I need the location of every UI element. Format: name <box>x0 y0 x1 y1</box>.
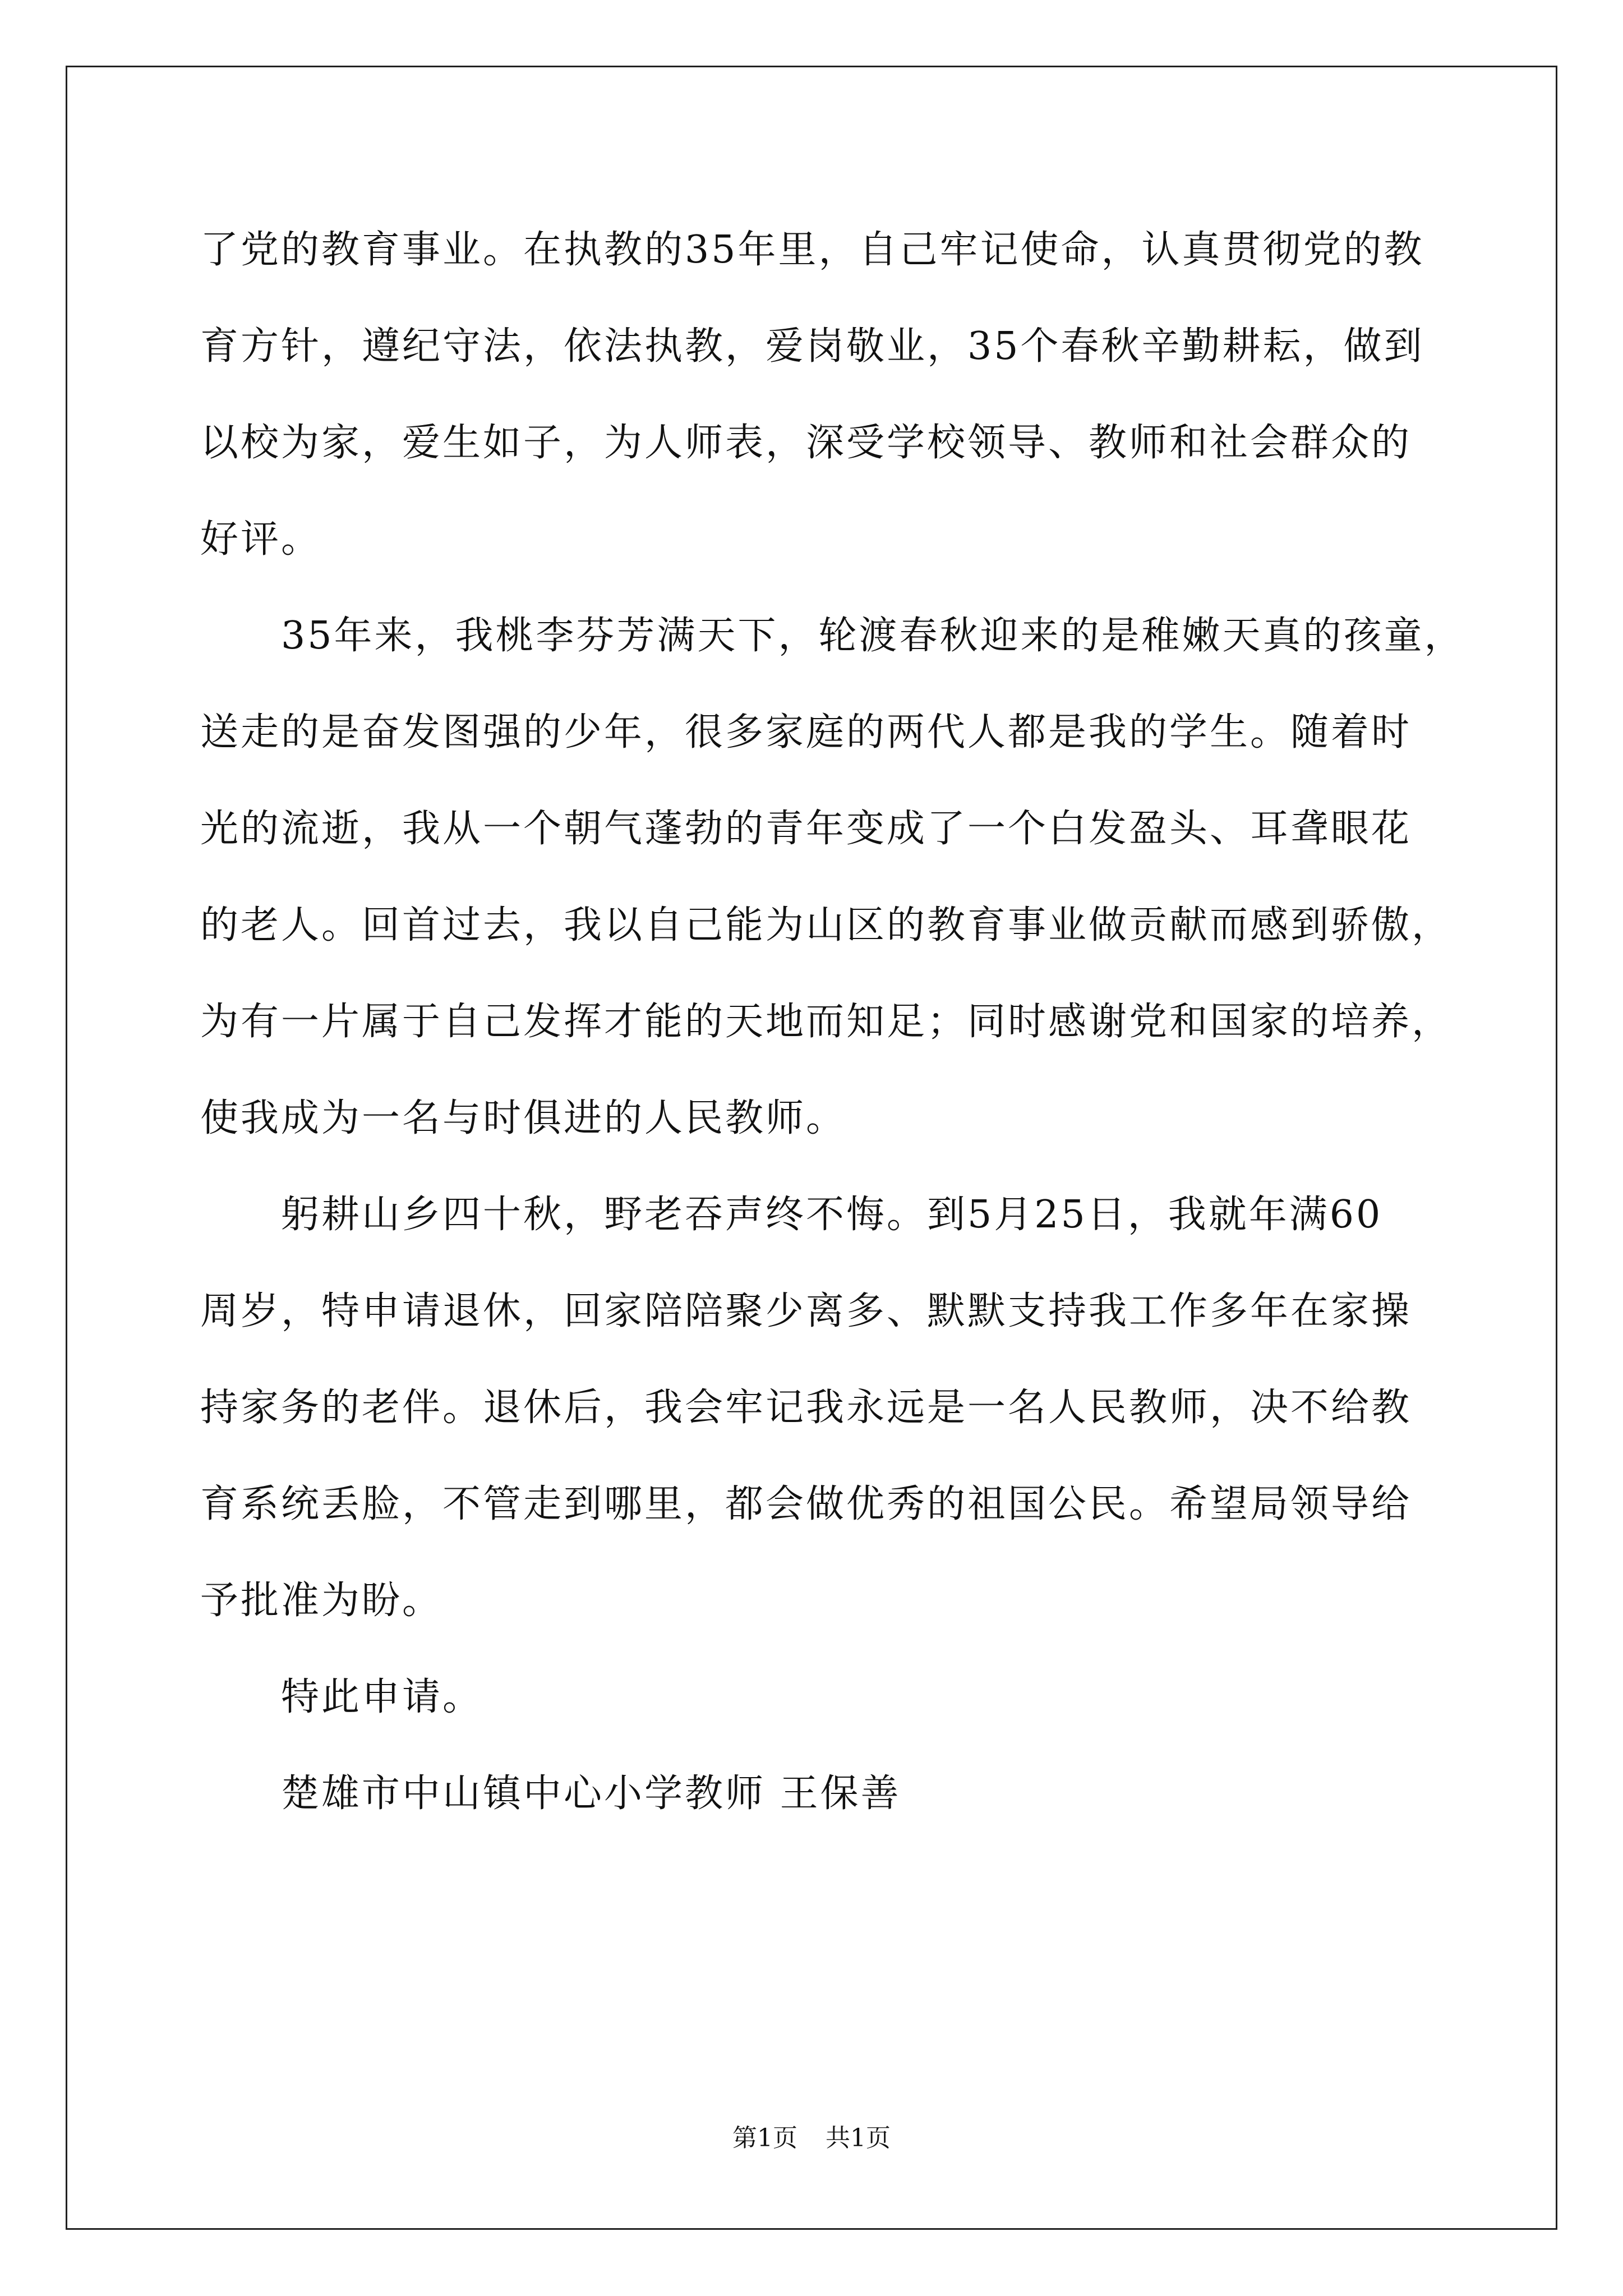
text-line: 光的流逝，我从一个朝气蓬勃的青年变成了一个白发盈头、耳聋眼花 <box>200 807 1412 851</box>
text-line: 了党的教育事业。在执教的35年里，自己牢记使命，认真贯彻党的教 <box>200 228 1424 272</box>
text-line: 好评。 <box>200 517 322 562</box>
page-number: 第1页 <box>732 2124 797 2152</box>
text-line: 持家务的老伴。退休后，我会牢记我永远是一名人民教师，决不给教 <box>200 1386 1412 1430</box>
text-line: 的老人。回首过去，我以自己能为山区的教育事业做贡献而感到骄傲， <box>200 903 1453 947</box>
text-line: 为有一片属于自己发挥才能的天地而知足；同时感谢党和国家的培养， <box>200 1000 1453 1044</box>
text-line: 周岁，特申请退休，回家陪陪聚少离多、默默支持我工作多年在家操 <box>200 1289 1412 1333</box>
page-total: 共1页 <box>826 2124 891 2152</box>
text-line: 特此申请。 <box>200 1675 483 1719</box>
page-footer <box>0 2126 1623 2151</box>
text-line: 予批准为盼。 <box>200 1579 443 1623</box>
text-line: 以校为家，爱生如子，为人师表，深受学校领导、教师和社会群众的 <box>200 421 1412 465</box>
text-line: 35年来，我桃李芬芳满天下，轮渡春秋迎来的是稚嫩天真的孩童， <box>200 614 1465 658</box>
page-border <box>66 66 1557 2230</box>
text-line: 送走的是奋发图强的少年，很多家庭的两代人都是我的学生。随着时 <box>200 710 1412 754</box>
text-line: 使我成为一名与时俱进的人民教师。 <box>200 1096 847 1140</box>
text-line: 育系统丢脸，不管走到哪里，都会做优秀的祖国公民。希望局领导给 <box>200 1482 1412 1526</box>
text-line: 躬耕山乡四十秋，野老吞声终不悔。到5月25日，我就年满60 <box>200 1193 1383 1237</box>
signature-line: 楚雄市中山镇中心小学教师 王保善 <box>200 1772 901 1816</box>
text-line: 育方针，遵纪守法，依法执教，爱岗敬业，35个春秋辛勤耕耘，做到 <box>200 324 1424 369</box>
